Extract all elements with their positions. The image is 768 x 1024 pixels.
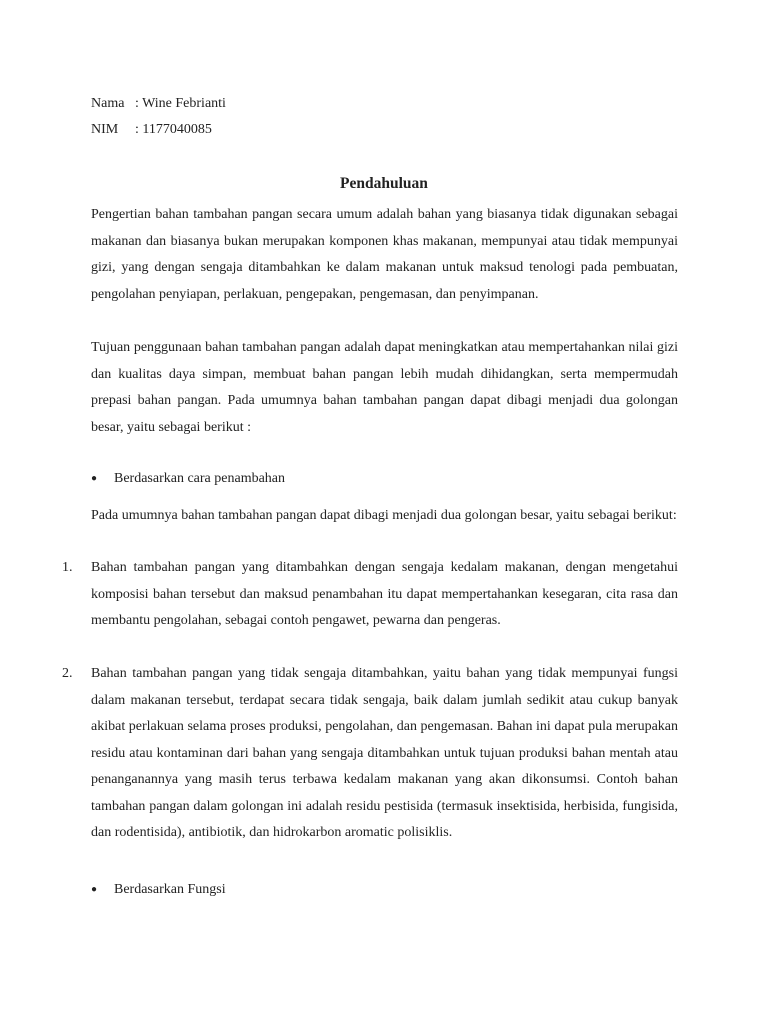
nim-label: NIM xyxy=(91,122,119,137)
page-title: Pendahuluan xyxy=(340,175,428,192)
list-item xyxy=(62,555,678,635)
bullet-label: Berdasarkan Fungsi xyxy=(114,882,226,897)
bullet-dot-icon: ● xyxy=(91,884,98,895)
list-item xyxy=(62,661,678,847)
bullet-item-cara-penambahan xyxy=(91,470,285,488)
nim-line xyxy=(91,121,212,139)
list-item-number: 1. xyxy=(62,560,73,575)
bullet-dot-icon: ● xyxy=(91,473,98,484)
nim-value: : 1177040085 xyxy=(135,122,212,137)
paragraph-intro-list: Pada umumnya bahan tambahan pangan dapat dibagi menjadi dua golongan besar, yaitu sebagai berikut: xyxy=(91,508,677,523)
list-item-number: 2. xyxy=(62,666,73,681)
list-item-text: Bahan tambahan pangan yang ditambahkan dengan sengaja kedalam makanan, dengan mengetahui komposisi bahan tersebut dan maksud penambahan itu dapat mempertahankan kesegaran, cita rasa dan membantu pengolahan, sebagai contoh pengawet, pewarna dan pengeras. xyxy=(91,560,678,628)
paragraph-definition: Pengertian bahan tambahan pangan secara umum adalah bahan yang biasanya tidak digunakan sebagai makanan dan biasanya bukan merupakan komponen khas makanan, mempunyai atau tidak mempunyai gizi, yang dengan sengaja ditambahkan ke dalam makanan untuk maksud tenologi pada pembuatan, pengolahan penyiapan, perlakuan, pengepakan, pengemasan, dan penyimpanan. xyxy=(91,207,678,302)
nama-line xyxy=(91,95,226,113)
bullet-item-fungsi xyxy=(91,881,226,899)
paragraph-purpose: Tujuan penggunaan bahan tambahan pangan adalah dapat meningkatkan atau mempertahankan nilai gizi dan kualitas daya simpan, membuat bahan pangan lebih mudah dihidangkan, serta mempermudah prepasi bahan pangan. Pada umumnya bahan tambahan pangan dapat dibagi menjadi dua golongan besar, yaitu sebagai berikut : xyxy=(91,340,678,435)
nama-label: Nama xyxy=(91,96,125,111)
list-item-text: Bahan tambahan pangan yang tidak sengaja ditambahkan, yaitu bahan yang tidak mempunyai fungsi dalam makanan tersebut, terdapat secara tidak sengaja, baik dalam jumlah sedikit atau cukup banyak akibat perlakuan selama proses produksi, pengolahan, dan pengemasan. Bahan ini dapat pula merupakan residu atau kontaminan dari bahan yang sengaja ditambahkan untuk tujuan produksi bahan mentah atau penanganannya yang masih terus terbawa kedalam makanan yang akan dikonsumsi. Contoh bahan tambahan pangan dalam golongan ini adalah residu pestisida (termasuk insektisida, herbisida, fungisida, dan rodentisida), antibiotik, dan hidrokarbon aromatic polisiklis. xyxy=(91,666,678,840)
nama-value: : Wine Febrianti xyxy=(135,96,226,111)
bullet-label: Berdasarkan cara penambahan xyxy=(114,471,286,486)
